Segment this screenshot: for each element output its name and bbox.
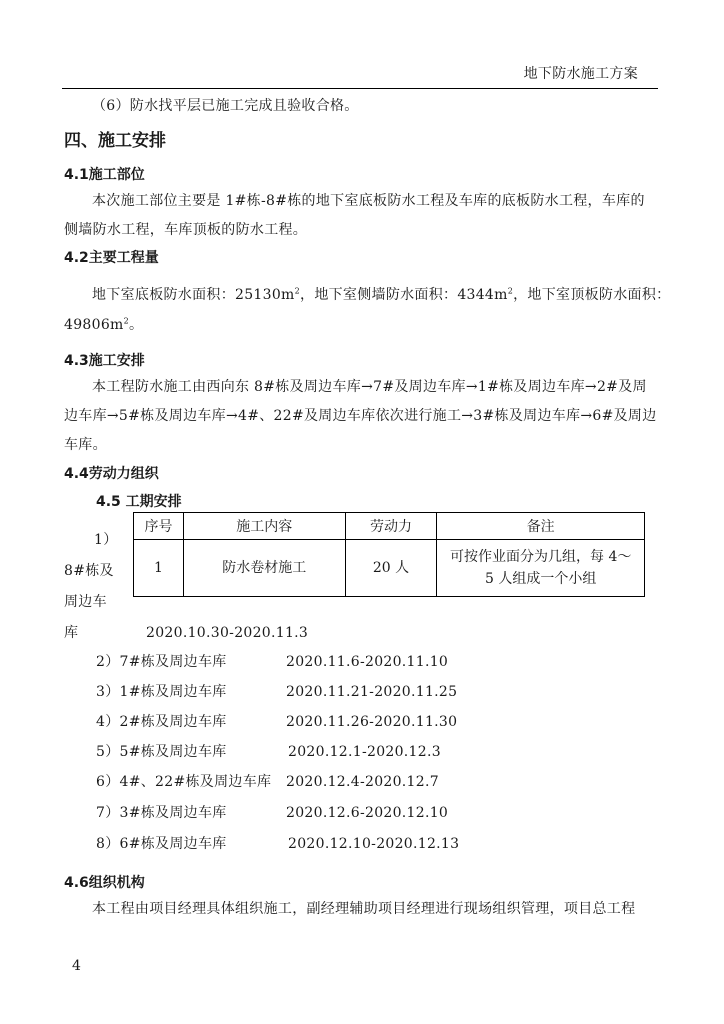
schedule-item-date: 2020.12.4-2020.12.7 [286,774,439,790]
unit-superscript: 2 [294,286,301,296]
section-4-6-paragraph-line1: 本工程由项目经理具体组织施工，副经理辅助项目经理进行现场组织管理，项目总工程 [92,901,636,917]
schedule-item-date: 2020.12.1-2020.12.3 [288,744,441,760]
table-header-no: 序号 [134,513,184,540]
table-cell-no: 1 [134,540,184,597]
table-header-remark: 备注 [437,513,645,540]
schedule-item-date: 2020.12.6-2020.12.10 [286,805,449,821]
section-4-6-title: 4.6组织机构 [64,875,145,891]
page-header-title: 地下防水施工方案 [523,66,638,82]
schedule-item-date: 2020.11.21-2020.11.25 [286,684,458,700]
section-4-2-paragraph-line1 [92,285,670,305]
labor-table [133,512,645,597]
table-header-labor: 劳动力 [345,513,437,540]
schedule-item-label: 7）3#栋及周边车库 [96,805,227,821]
section-4-1-title: 4.1施工部位 [64,167,145,183]
schedule-item-1-number: 1） [94,532,118,548]
table-row [134,540,645,597]
schedule-item-label: 3）1#栋及周边车库 [96,684,227,700]
section-4-2-paragraph-line2 [64,315,143,335]
schedule-item-date: 2020.11.6-2020.11.10 [286,654,449,670]
intro-line: （6）防水找平层已施工完成且验收合格。 [92,98,359,114]
section-4-2-title: 4.2主要工程量 [64,250,159,266]
roof-area-label: ，地下室顶板防水面积： [513,287,671,303]
section-4-1-paragraph-line2: 侧墙防水工程，车库顶板的防水工程。 [64,222,308,238]
unit-superscript: 2 [123,316,130,326]
table-cell-labor: 20 人 [345,540,437,597]
schedule-item-label: 8）6#栋及周边车库 [96,836,227,852]
wall-area-text: ，地下室侧墙防水面积：4344m [300,287,508,303]
section-4-5-title: 4.5 工期安排 [96,494,182,510]
table-cell-content: 防水卷材施工 [183,540,345,597]
schedule-item-label: 6）4#、22#栋及周边车库 [96,774,272,790]
schedule-item-date: 2020.11.26-2020.11.30 [286,714,458,730]
schedule-item-date: 2020.12.10-2020.12.13 [288,836,460,852]
sentence-end: 。 [129,317,144,333]
section-4-3-paragraph-line1: 本工程防水施工由西向东 8#栋及周边车库→7#及周边车库→1#栋及周边车库→2#及周 [92,379,647,395]
page-number: 4 [72,958,82,974]
schedule-item-1-date: 2020.10.30-2020.11.3 [146,625,309,641]
schedule-item-label: 2）7#栋及周边车库 [96,654,227,670]
remark-line1: 可按作业面分为几组，每 4～ [450,549,632,565]
section-4-3-title: 4.3施工安排 [64,353,145,369]
schedule-item-label: 4）2#栋及周边车库 [96,714,227,730]
schedule-item-1-label-line2: 周边车 [64,594,107,610]
remark-line2: 5 人组成一个小组 [485,571,597,587]
section-4-1-paragraph-line1: 本次施工部位主要是 1#栋-8#栋的地下室底板防水工程及车库的底板防水工程，车库的 [92,193,645,209]
unit-superscript: 2 [507,286,514,296]
table-header-content: 施工内容 [183,513,345,540]
table-cell-remark [437,540,645,597]
floor-area-text: 地下室底板防水面积：25130m [92,287,295,303]
schedule-item-label: 5）5#栋及周边车库 [96,744,227,760]
table-header-row [134,513,645,540]
roof-area-value: 49806m [64,317,124,333]
schedule-item-1-label-line3: 库 [64,625,79,641]
section-4-3-paragraph-line3: 车库。 [64,437,107,453]
section-4-title: 四、施工安排 [64,131,166,151]
section-4-4-title: 4.4劳动力组织 [64,466,159,482]
section-4-3-paragraph-line2: 边车库→5#栋及周边车库→4#、22#及周边车库依次进行施工→3#栋及周边车库→6#及周边 [64,408,657,424]
schedule-item-1-label-line1: 8#栋及 [64,563,114,579]
header-rule [62,88,658,89]
